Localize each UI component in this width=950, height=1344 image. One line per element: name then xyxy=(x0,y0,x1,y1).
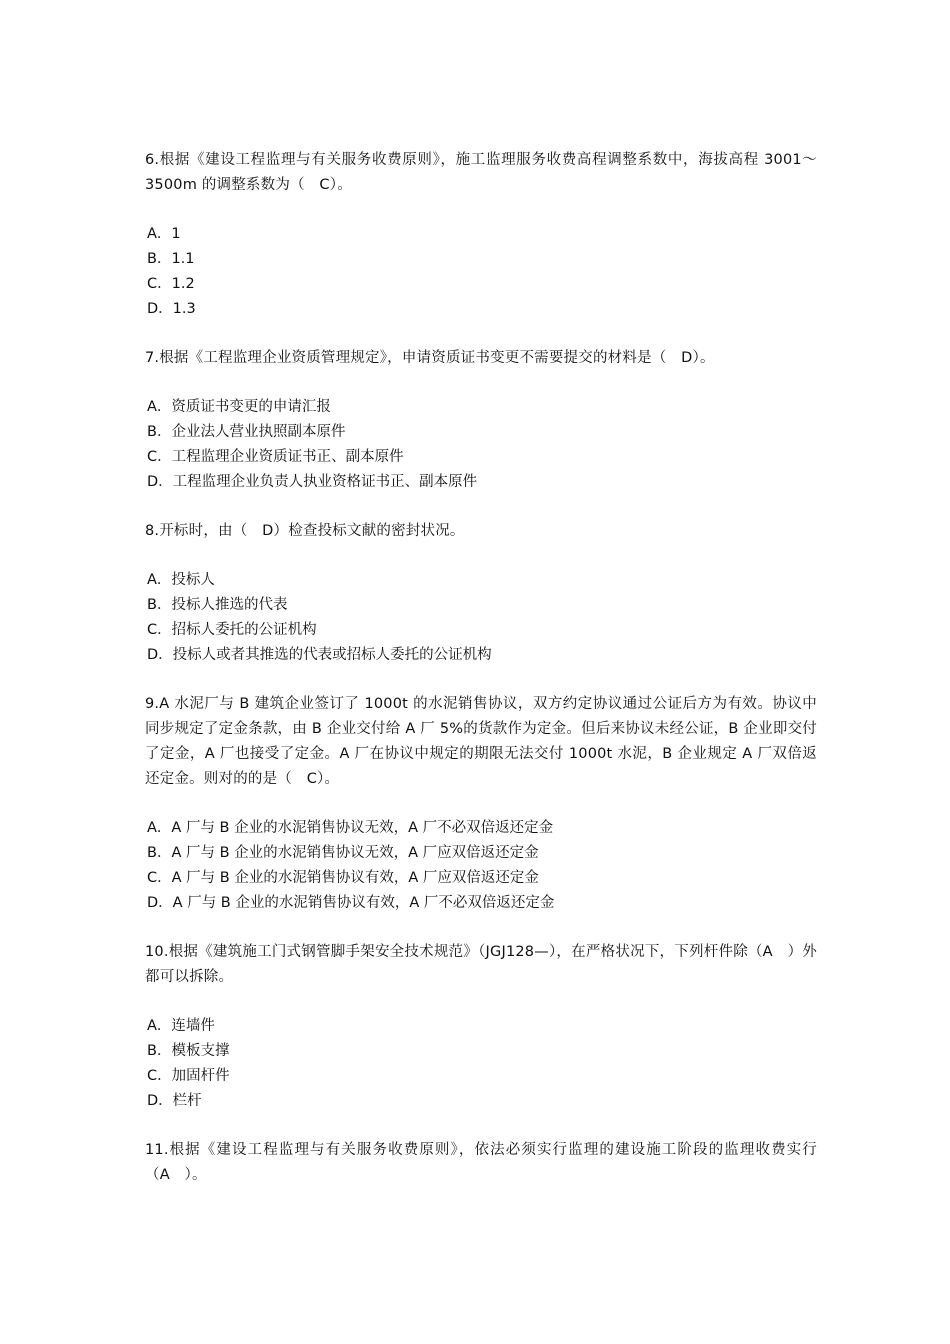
option-c: C．工程监理企业资质证书正、副本原件 xyxy=(147,449,404,465)
option-d: D．工程监理企业负责人执业资格证书正、副本原件 xyxy=(147,474,478,490)
question-stem: 8.开标时，由（ D）检查投标文献的密封状况。 xyxy=(145,523,465,539)
question-stem: 10.根据《建筑施工门式钢管脚手架安全技术规范》（JGJ128—），在严格状况下，下列杆件除（A ）外都可以拆除。 xyxy=(145,944,817,985)
option-d: D．栏杆 xyxy=(147,1093,202,1109)
question-7 xyxy=(145,346,817,495)
option-a: A．1 xyxy=(147,226,181,242)
question-8 xyxy=(145,519,817,668)
option-b: B．投标人推选的代表 xyxy=(147,597,288,613)
option-b: B．企业法人营业执照副本原件 xyxy=(147,424,346,440)
option-a: A．投标人 xyxy=(147,572,215,588)
option-a: A．连墙件 xyxy=(147,1018,215,1034)
question-stem: 7.根据《工程监理企业资质管理规定》，申请资质证书变更不需要提交的材料是（ D）。 xyxy=(145,350,715,366)
question-10 xyxy=(145,940,817,1114)
option-b: B．1.1 xyxy=(147,251,195,267)
option-d: D．1.3 xyxy=(147,301,196,317)
option-c: C．招标人委托的公证机构 xyxy=(147,622,317,638)
question-6 xyxy=(145,148,817,322)
question-11 xyxy=(145,1138,817,1188)
question-stem: 11.根据《建设工程监理与有关服务收费原则》，依法必须实行监理的建设施工阶段的监理收费实行（A ）。 xyxy=(145,1142,817,1183)
option-list xyxy=(145,816,817,916)
option-list xyxy=(145,1014,817,1114)
question-9 xyxy=(145,692,817,916)
option-c: C．1.2 xyxy=(147,276,195,292)
option-list xyxy=(145,395,817,495)
question-stem: 9.A 水泥厂与 B 建筑企业签订了 1000t 的水泥销售协议，双方约定协议通过公证后方为有效。协议中同步规定了定金条款，由 B 企业交付给 A 厂 5%的货款作为定金。但后来协议未经公证，B 企业即交付了定金，A 厂也接受了定金。A 厂在协议中规定的期限无法交付 1000t 水泥，B 企业规定 A 厂双倍返还定金。则对的的是（ C）。 xyxy=(145,696,817,787)
option-list xyxy=(145,222,817,322)
option-a: A．资质证书变更的申请汇报 xyxy=(147,399,331,415)
question-stem: 6.根据《建设工程监理与有关服务收费原则》，施工监理服务收费高程调整系数中，海拔高程 3001～3500m 的调整系数为（ C）。 xyxy=(145,152,817,193)
option-a: A．A 厂与 B 企业的水泥销售协议无效，A 厂不必双倍返还定金 xyxy=(147,820,554,836)
option-b: B．模板支撑 xyxy=(147,1043,230,1059)
option-d: D．投标人或者其推选的代表或招标人委托的公证机构 xyxy=(147,647,492,663)
option-c: C．A 厂与 B 企业的水泥销售协议有效，A 厂应双倍返还定金 xyxy=(147,870,539,886)
option-d: D．A 厂与 B 企业的水泥销售协议有效，A 厂不必双倍返还定金 xyxy=(147,895,555,911)
document-page xyxy=(145,148,817,1188)
option-c: C．加固杆件 xyxy=(147,1068,230,1084)
option-b: B．A 厂与 B 企业的水泥销售协议无效，A 厂应双倍返还定金 xyxy=(147,845,539,861)
option-list xyxy=(145,568,817,668)
